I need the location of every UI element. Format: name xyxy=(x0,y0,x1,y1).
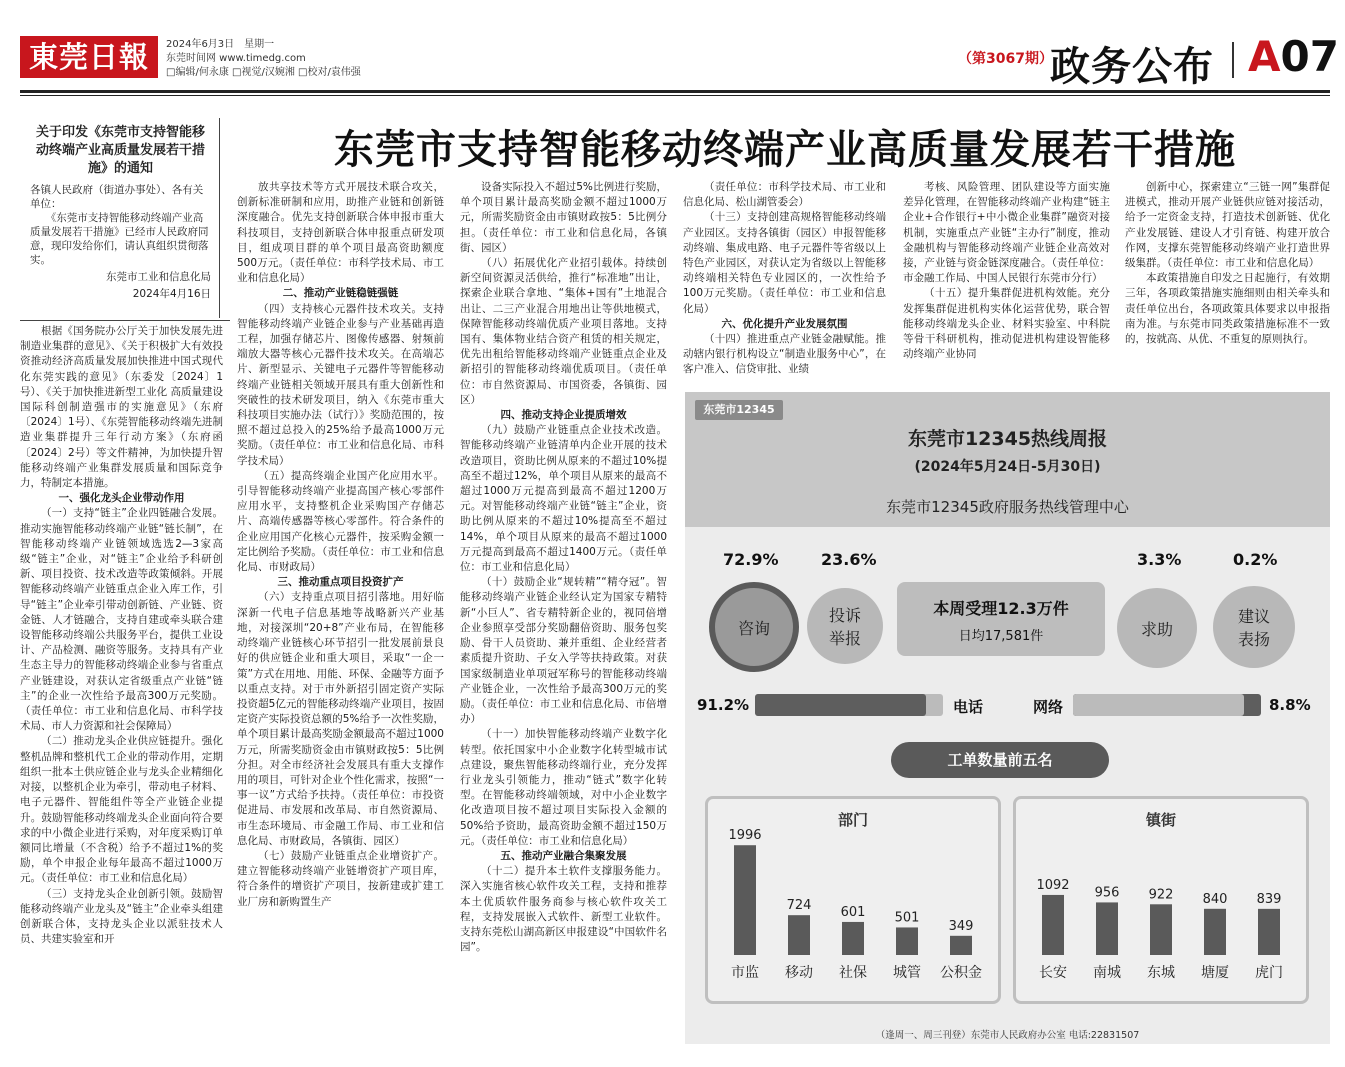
section-heading: 三、推动重点项目投资扩产 xyxy=(277,576,404,589)
section-heading: 二、推动产业链稳链强链 xyxy=(282,287,399,300)
paragraph: （七）鼓励产业链重点企业增资扩产。建立智能移动终端产业链增资扩产项目库，符合条件的增资扩产项目，按新建或扩建工业厂房和新购置生产 xyxy=(237,849,444,908)
article-column-5 xyxy=(903,180,1110,386)
paragraph: （三）支持龙头企业创新引领。鼓励智能移动终端产业龙头及“链主”企业牵头组建创新联合体，支持龙头企业以派驻技术人员、共建实验室和开 xyxy=(20,887,223,946)
paragraph: （十五）提升集群促进机构效能。充分发挥集群促进机构实体化运营优势，联合智能移动终端龙头企业、材料实验室、中科院等骨干科研机构，推动促进机构建设智能移动终端产业协同 xyxy=(903,287,1110,361)
category-label: 虎门 xyxy=(1255,965,1283,981)
bar-value-label: 601 xyxy=(840,904,866,920)
phone-bar xyxy=(755,694,943,716)
bar-value-label: 501 xyxy=(894,910,920,926)
paragraph: 创新中心，探索建立“三链一网”集群促进模式，推动开展产业链供应链对接活动，给予一定资金支持，打造技术创新链、优化产业发展链、建设人才引育链、构建开放合作网，支撑东莞智能移动终端产业打造世界级集群。（责任单位：市工业和信息化局） xyxy=(1125,181,1330,270)
circle-suggest xyxy=(1213,586,1295,668)
weekly-total: 本周受理12.3万件 xyxy=(933,599,1069,618)
paragraph: （八）拓展优化产业招引载体。持续创新空间资源灵活供给，推行“标准地”出让，探索企业联合拿地、“集体+国有”土地混合出让、二三产业混合用地出让等供地模式，保障智能移动终端优质产业项目落地。支持国有、集体物业结合资产租赁的相关规定，优先出租给智能移动终端产业链重点企业及新招引的智能移动终端优质项目。（责任单位：市自然资源局、市国资委，各镇街、园区） xyxy=(460,257,667,406)
paragraph: （十）鼓励企业“规转精”“精夺冠”。智能移动终端产业链企业经认定为国家专精特新“小巨人”、省专精特新企业的，视同倍增企业参照享受部分奖励翻倍资助、服务包奖励、骨干人员资助、兼并重组、企业经营者素质提升资助、子女入学等扶持政策。对获国家级制造业单项冠军称号的智能移动终端产业链企业，一次性给予最高300万元的奖励。（责任单位：市工业和信息化局、市倍增办） xyxy=(460,576,667,726)
section-heading: 四、推动支持企业提质增效 xyxy=(500,409,627,422)
section-heading: 一、强化龙头企业带动作用 xyxy=(58,492,185,505)
town-chart-title: 镇街 xyxy=(1145,811,1176,829)
paragraph: （十三）支持创建高规格智能移动终端产业园区。支持各镇街（园区）申报智能移动终端、集成电路、电子元器件等省级以上特色产业园区，对获认定为省级以上智能移动终端相关特色专业园区的，一次性给予100万元奖励。（责任单位：市工业和信息化局） xyxy=(683,211,886,315)
paragraph: （十四）推进重点产业链金融赋能。推动辖内银行机构设立“制造业服务中心”，在客户准入、信贷审批、业绩 xyxy=(683,333,886,376)
paragraph: （十二）提升本土软件支撑服务能力。深入实施省核心软件攻关工程，支持和推荐本土优质软件服务商参与核心软件攻关工程，支持发展嵌入式软件、新型工业软件。支持东莞松山湖高新区申报建设“中国软件名园”。 xyxy=(460,865,667,954)
article-headline: 东莞市支持智能移动终端产业高质量发展若干措施 xyxy=(334,126,1236,173)
bar-移动 xyxy=(788,915,810,955)
article-column-1 xyxy=(20,324,223,1044)
bar-value-label: 349 xyxy=(948,918,974,934)
category-label: 塘厦 xyxy=(1201,965,1229,981)
bar-虎门 xyxy=(1258,909,1280,955)
bar-value-label: 839 xyxy=(1256,891,1282,907)
category-label: 东城 xyxy=(1147,965,1175,981)
bar-东城 xyxy=(1150,904,1172,955)
page-letter: A xyxy=(1248,32,1281,81)
circle-complaint xyxy=(807,588,883,664)
weekly-total-box xyxy=(897,582,1105,656)
pct-complaint: 23.6% xyxy=(821,550,877,569)
masthead xyxy=(0,0,1345,96)
report-footer: （逢周一、周三刊登）东莞市人民政府办公室 电话:22831507 xyxy=(875,1030,1140,1041)
section-heading: 六、优化提升产业发展氛围 xyxy=(721,317,848,330)
hotline-weekly-report xyxy=(685,392,1330,1044)
site-line: 东莞时间网 www.timedg.com xyxy=(166,53,306,64)
issue-number: （第3067期） xyxy=(958,51,1053,67)
category-label: 长安 xyxy=(1039,965,1067,981)
paragraph: （二）推动龙头企业供应链提升。强化整机品牌和整机代工企业的带动作用，定期组织一批本土供应链企业与龙头企业精细化对接，以整机企业为牵引，带动电子材料、电子元器件、智能组件等全产业链企业提升。鼓励智能移动终端龙头企业面向符合要求的中小微企业进行采购，对年度采购订单额同比增量（不含税）给予不超过1%的奖励，单个申报企业每年最高不超过1000万元。（责任单位：市工业和信息化局） xyxy=(20,735,223,885)
paragraph: （五）提高终端企业国产化应用水平。引导智能移动终端产业提高国产核心零部件应用水平，支持整机企业采购国产存储芯片、高端传感器等核心零部件。符合条件的企业应用国产化核心元器件，按采购金额一定比例给予奖励。（责任单位：市工业和信息化局、市财政局） xyxy=(237,469,444,574)
hotline-badge: 东莞市12345 xyxy=(695,400,783,420)
dept-bar-chart xyxy=(708,799,998,1001)
page-number xyxy=(1248,32,1339,81)
page-num: 07 xyxy=(1280,32,1339,81)
section-heading: 五、推动产业融合集聚发展 xyxy=(500,849,627,862)
label-help: 求助 xyxy=(1140,619,1173,639)
circle-help xyxy=(1117,588,1197,668)
phone-bar-fill xyxy=(755,694,926,716)
category-label: 公积金 xyxy=(940,965,982,981)
report-header xyxy=(685,392,1330,527)
bar-南城 xyxy=(1096,902,1118,955)
paragraph: 本政策措施自印发之日起施行，有效期三年，各项政策措施实施细则由相关牵头和责任单位出台，各项政策具体要求以申报指南为准。与东莞市同类政策措施标准不一致的，按就高、从优、不重复的原则执行。 xyxy=(1125,272,1330,346)
web-pct: 8.8% xyxy=(1269,696,1311,714)
web-bar xyxy=(1073,694,1261,716)
bar-value-label: 1092 xyxy=(1036,877,1070,893)
notice-org: 东莞市工业和信息化局 xyxy=(106,271,211,283)
circle-consult xyxy=(709,582,799,672)
issue-date: 2024年6月3日 星期一 xyxy=(166,39,275,50)
label-complaint: 投诉 举报 xyxy=(828,606,861,648)
town-chart-panel xyxy=(1013,796,1309,1004)
bar-value-label: 922 xyxy=(1148,887,1174,903)
paragraph: （六）支持重点项目招引落地。用好临深新一代电子信息基地等战略新兴产业基地，对接深圳“20+8”产业布局，在智能移动终端产业链核心环节招引一批发展前景良好的供应链企业和重大项目，采取“一企一策”方式在用地、用能、环保、金融等方面予以重点支持。对于市外新招引固定资产实际投资超5亿元的智能移动终端产业项目，按固定资产实际投资总额的5%给予一次性奖励，单个项目累计最高奖励金额最高不超过1000万元，所需奖励资金由市镇财政按5：5比例分担。对全市经济社会发展具有重大支撑作用的项目，可针对企业个性化需求，按照“一事一议”方式给予扶持。（责任单位：市投资促进局、市发展和改革局、市自然资源局、市生态环境局、市金融工作局、市工业和信息化局、市财政局，各镇街、园区） xyxy=(237,591,444,847)
pct-help: 3.3% xyxy=(1137,550,1182,569)
masthead-meta xyxy=(166,38,361,80)
paragraph: （责任单位：市科学技术局、市工业和信息化局、松山湖管委会） xyxy=(683,181,886,209)
article-column-4 xyxy=(683,180,886,386)
phone-label: 电话 xyxy=(953,698,984,716)
label-consult: 咨询 xyxy=(737,618,770,638)
category-label: 城管 xyxy=(893,965,921,981)
section-divider xyxy=(1232,42,1234,78)
category-label: 南城 xyxy=(1093,965,1121,981)
article-column-6 xyxy=(1125,180,1330,386)
category-label: 市监 xyxy=(731,965,759,981)
paragraph: 设备实际投入不超过5%比例进行奖励，单个项目累计最高奖励金额不超过1000万元，所需奖励资金由市镇财政按5：5比例分担。（责任单位：市工业和信息化局，各镇街、园区） xyxy=(460,181,667,254)
paragraph: 放共享技术等方式开展技术联合攻关，创新标准研制和应用，助推产业链和创新链深度融合。优先支持创新联合体申报市重大科技项目，支持创新联合体申报重点研发项目，组成项目群的单个项目最高资助额度500万元。（责任单位：市科学技术局、市工业和信息化局） xyxy=(237,181,444,285)
bar-value-label: 956 xyxy=(1094,885,1120,901)
category-label: 移动 xyxy=(785,965,813,981)
pct-suggest: 0.2% xyxy=(1233,550,1278,569)
masthead-rule-thin xyxy=(20,95,1330,96)
notice-title: 关于印发《东莞市支持智能移动终端产业高质量发展若干措施》的通知 xyxy=(35,125,205,176)
top5-title: 工单数量前五名 xyxy=(891,742,1109,778)
notice-text: 各镇人民政府（街道办事处）、各有关单位： 《东莞市支持智能移动终端产业高质量发展若干措施》已经市人民政府同意，现印发给你们，请认真组织贯彻落实。 xyxy=(30,184,209,266)
editors-line: □编辑/何永康 □视觉/汉婉湘 □校对/袁伟强 xyxy=(166,67,361,78)
bar-value-label: 1996 xyxy=(728,828,762,844)
notice-box xyxy=(20,118,220,318)
report-title: 东莞市12345热线周报 xyxy=(907,428,1108,450)
paragraph: 考核、风险管理、团队建设等方面实施差异化管理，在智能移动终端产业构建“链主企业+合作银行+中小微企业集群”融资对接机制，实施重点产业链“主办行”制度，推动金融机构与智能移动终端产业链企业高效对接，产业链与资金链深度融合。（责任单位：市金融工作局、中国人民银行东莞市分行） xyxy=(903,181,1110,285)
section-title: 政务公布 xyxy=(1050,44,1214,90)
paragraph: 根据《国务院办公厅关于加快发展先进制造业集群的意见》、《关于积极扩大有效投资推动经济高质量发展加快推进中国式现代化东莞实践的意见》（东委发〔2024〕1号）、《关于加快推进新型工业化 高质量建设国际科创制造强市的实施意见》（东府〔2024〕1号）、《东莞智能移动终端先进制造业集群提升三年行动方案》（东府函〔2024〕2号）等文件精神，为加快提升智能移动终端产业集群发展质量和国际竞争力，特制定本措施。 xyxy=(20,325,223,490)
notice-divider xyxy=(20,320,230,321)
bar-value-label: 724 xyxy=(786,898,812,914)
paragraph: （四）支持核心元器件技术攻关。支持智能移动终端产业链企业参与产业基础再造工程，加强存储芯片、图像传感器、射频前端放大器等核心元器件技术攻关。在高端芯片、新型显示、关键电子元器件等智能移动终端产业链相关领域开展具有重大创新性和突破性的技术研发项目，纳入《东莞市重大科技项目实施办法（试行）》奖励范围的，按照不超过总投入的25%给予最高1000万元奖励。（责任单位：市工业和信息化局、市科学技术局） xyxy=(237,302,444,467)
report-agency: 东莞市12345政府服务热线管理中心 xyxy=(886,498,1129,516)
bar-社保 xyxy=(842,922,864,955)
bar-城管 xyxy=(896,927,918,955)
bar-value-label: 840 xyxy=(1202,891,1228,907)
paragraph: （九）鼓励产业链重点企业技术改造。智能移动终端产业链清单内企业开展的技术改造项目，资助比例从原来的不超过10%提高至不超过12%，单个项目从原来的最高不超过1000万元提高到最高不超过1200万元。对智能移动终端产业链“链主”企业，资助比例从原来的不超过10%提高至不超过14%，单个项目从原来的最高不超过1000万元提高到最高不超过1400万元。（责任单位：市工业和信息化局） xyxy=(460,424,667,574)
web-bar-fill xyxy=(1073,694,1244,716)
article-column-2 xyxy=(237,180,444,1044)
article-column-3 xyxy=(460,180,667,1044)
bar-市监 xyxy=(734,845,756,955)
label-suggest: 建议 表扬 xyxy=(1237,607,1270,649)
dept-chart-panel xyxy=(705,796,1001,1004)
dept-chart-title: 部门 xyxy=(837,811,868,829)
paragraph: （一）支持“链主”企业四链融合发展。推动实施智能移动终端产业链“链长制”，在智能移动终端产业链领域选选2—3家高级“链主”企业，对“链主”企业给予科研创新、项目投资、技术改造等政策倾斜。开展智能移动终端产业链重点企业入库工作，引导“链主”企业牵引带动创新链、产业链、资金链、人才链融合，支持自建或牵头联合建设智能移动终端公共服务平台，提供工业设计、产品检测、融资等服务。支持具有产业生态主导力的智能移动终端企业参与省重点产业链建设，对获认定省级重点产业链“链主”的企业一次性给予最高300万元奖励。（责任单位：市工业和信息化局、市科学技术局、市人力资源和社会保障局） xyxy=(20,507,223,733)
bar-公积金 xyxy=(950,936,972,955)
report-date-range: (2024年5月24日-5月30日) xyxy=(914,459,1101,475)
newspaper-logo: 東莞日報 xyxy=(20,36,158,78)
masthead-rule xyxy=(20,90,1330,93)
daily-average: 日均17,581件 xyxy=(958,629,1044,644)
town-bar-chart xyxy=(1016,799,1306,1001)
category-label: 社保 xyxy=(839,965,867,981)
notice-date: 2024年4月16日 xyxy=(132,288,211,300)
bar-塘厦 xyxy=(1204,909,1226,955)
paragraph: （十一）加快智能移动终端产业数字化转型。依托国家中小企业数字化转型城市试点建设，聚焦智能移动终端行业，充分发挥行业龙头引领能力，推动“链式”数字化转型。在智能移动终端领域，对中小企业数字化改造项目按不超过项目实际投入金额的50%给予资助，最高资助金额不超过150万元。（责任单位：市工业和信息化局） xyxy=(460,728,667,847)
bar-长安 xyxy=(1042,895,1064,955)
phone-pct: 91.2% xyxy=(697,696,750,714)
web-label: 网络 xyxy=(1033,698,1064,716)
pct-consult: 72.9% xyxy=(723,550,779,569)
